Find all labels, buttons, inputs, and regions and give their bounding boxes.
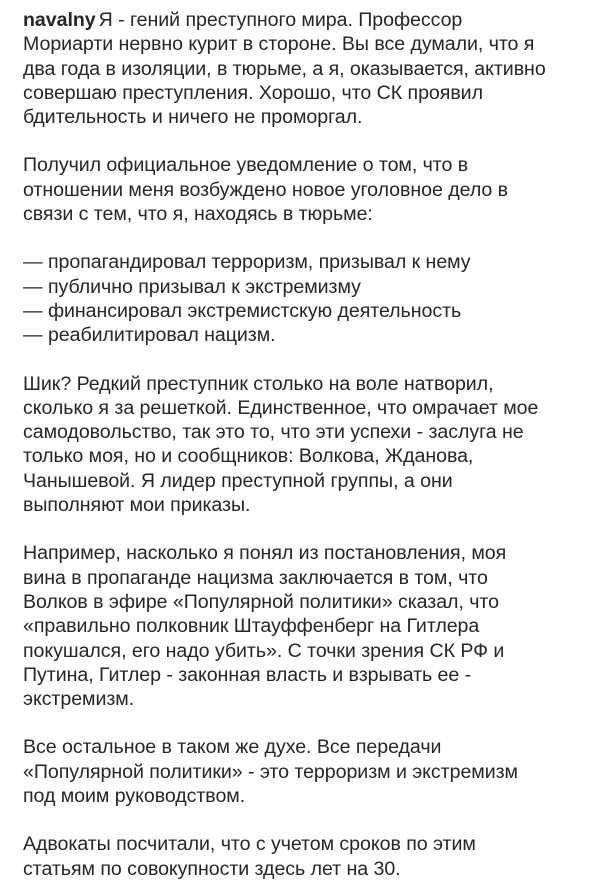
paragraph-gap: [23, 711, 596, 735]
paragraph-gap: [23, 226, 596, 250]
caption-list: — пропагандировал терроризм, призывал к нему — публично призывал к экстремизму — финансировал экстремистскую деятельность — реабилитировал нацизм.: [23, 251, 471, 347]
caption-paragraph-4: Например, насколько я понял из постановления, моя вина в пропаганде нацизма заключается в том, что Волков в эфире «Популярной политики» сказал, что «правильно полковник Штауффенберг на Гитлера покушался, его надо убить». С точки зрения СК РФ и Путина, Гитлер - законная власть и взрывать ее - экстремизм.: [23, 542, 507, 711]
paragraph-gap: [23, 808, 596, 832]
paragraph-gap: [23, 517, 596, 541]
caption-paragraph-5: Все остальное в таком же духе. Все передачи «Популярной политики» - это терроризм и экстремизм под моим руководством.: [23, 736, 518, 808]
caption-paragraph-2: Получил официальное уведомление о том, что в отношении меня возбуждено новое уголовное дело в связи с тем, что я, находясь в тюрьме:: [23, 154, 509, 226]
caption-paragraph-1: [23, 0, 596, 129]
paragraph-gap: [23, 129, 596, 153]
caption-paragraph-3: Шик? Редкий преступник столько на воле натворил, сколько я за решеткой. Единственное, что омрачает мое самодовольство, так это то, что эти успехи - заслуга не только моя, но и сообщников: Волкова, Жданова, Чанышевой. Я лидер преступной группы, а они выполняют мои приказы.: [23, 372, 539, 517]
paragraph-gap: [23, 348, 596, 372]
caption-paragraph-6: Адвокаты посчитали, что с учетом сроков по этим статьям по совокупности здесь лет на 30.: [23, 833, 476, 880]
caption-text-1: Я - гений преступного мира. Профессор Мориарти нервно курит в стороне. Вы все думали, что я два года в изоляции, в тюрьме, а я, оказывается, активно совершаю преступления. Хорошо, что СК проявил бдительность и ничего не проморгал.: [23, 9, 546, 129]
username-link[interactable]: navalny: [23, 9, 96, 31]
